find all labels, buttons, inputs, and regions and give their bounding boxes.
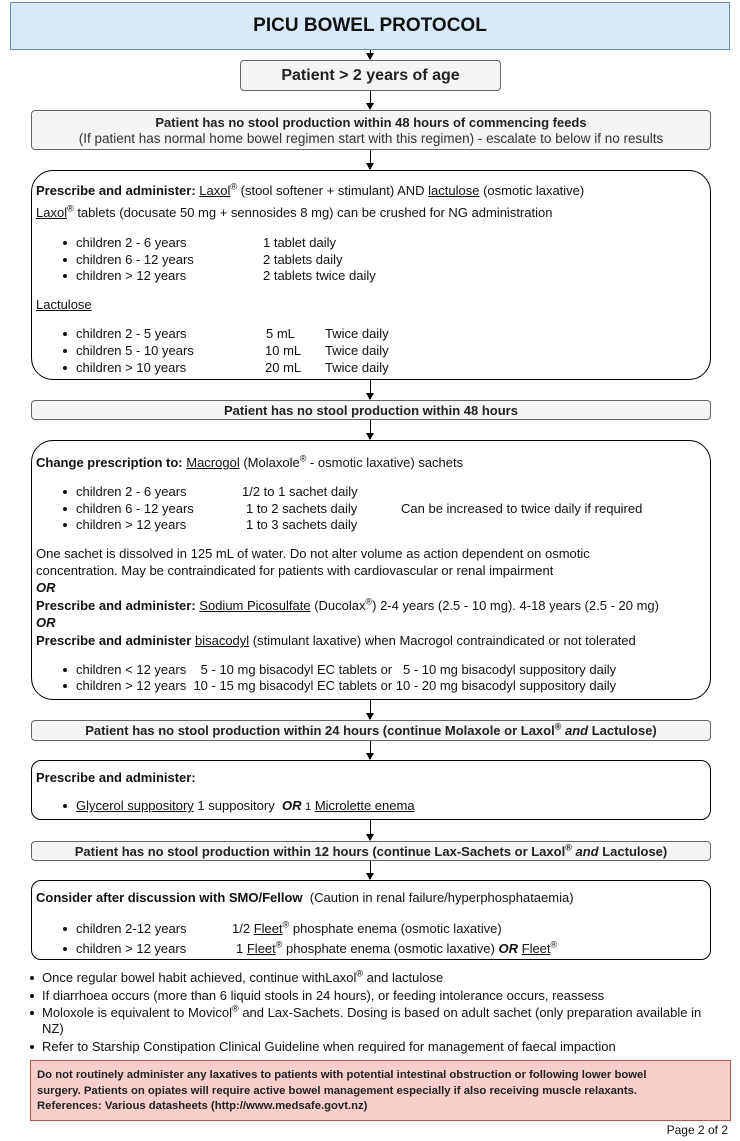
- flow-arrow: [370, 420, 371, 439]
- dose-value: 5 mL: [266, 326, 295, 341]
- list-item: children > 12 years: [76, 941, 187, 956]
- flow-arrow: [370, 91, 371, 109]
- dose-frequency: Twice daily: [325, 343, 389, 358]
- flow-arrow: [370, 700, 371, 719]
- fleet-dose-line: 1/2 Fleet® phosphate enema (osmotic laxative): [232, 919, 502, 936]
- references-line: References: Various datasheets (http://www.medsafe.govt.nz): [37, 1100, 368, 1112]
- list-item: children 6 - 12 years: [76, 501, 194, 516]
- dose-value: 1 to 2 sachets daily: [246, 501, 358, 516]
- step-no-stool-24h: Patient has no stool production within 24 hours (continue Molaxole or Laxol® and Lactulose): [31, 720, 711, 741]
- list-item: children 2 - 6 years: [76, 235, 187, 250]
- list-item: children > 10 years: [76, 360, 187, 375]
- or-label: OR: [36, 580, 56, 595]
- increase-note: Can be increased to twice daily if required: [401, 501, 643, 516]
- list-item: children 5 - 10 years: [76, 343, 194, 358]
- flow-arrow: [370, 380, 371, 399]
- list-item: Glycerol suppository 1 suppository OR 1 Microlette enema: [76, 798, 415, 813]
- dose-value: 20 mL: [265, 360, 302, 375]
- macrogol-change-line: Change prescription to: Macrogol (Molaxole® - osmotic laxative) sachets: [36, 453, 464, 470]
- flow-arrow: [370, 861, 371, 879]
- list-item: children 6 - 12 years: [76, 252, 194, 267]
- note-starship-guideline: Refer to Starship Constipation Clinical Guideline when required for management of faecal impaction: [42, 1039, 712, 1055]
- picosulfate-link[interactable]: Sodium Picosulfate: [199, 598, 311, 613]
- warning-box: [30, 1060, 731, 1121]
- dose-value: 2 tablets daily: [263, 252, 343, 267]
- macrogol-link[interactable]: Macrogol: [186, 455, 240, 470]
- warning-line: Do not routinely administer any laxatives to patients with potential intestinal obstruction or following lower bowel: [37, 1069, 647, 1081]
- step-no-stool-48h: Patient has no stool production within 48 hours: [31, 400, 711, 420]
- dissolve-note: One sachet is dissolved in 125 mL of water. Do not alter volume as action dependent on osmotic: [36, 546, 590, 561]
- flow-arrow: [370, 50, 371, 59]
- or-label: OR: [36, 615, 56, 630]
- dose-value: 1 to 3 sachets daily: [246, 517, 358, 532]
- note-regular-habit: Once regular bowel habit achieved, continue withLaxol® and lactulose: [42, 970, 712, 986]
- laxol-prescribe-line: Prescribe and administer: Laxol® (stool softener + stimulant) AND lactulose (osmotic laxative): [36, 181, 585, 198]
- step-subtext: (If patient has normal home bowel regimen start with this regimen) - escalate to below if no results: [78, 131, 664, 146]
- flow-arrow: [370, 820, 371, 840]
- page-number: Page 2 of 2: [666, 1123, 728, 1137]
- note-moloxole: Moloxole is equivalent to Movicol® and Lax-Sachets. Dosing is based on adult sachet (only preparation available in NZ): [42, 1005, 712, 1037]
- page-title: PICU BOWEL PROTOCOL: [10, 2, 730, 50]
- dissolve-note-2: concentration. May be contraindicated for patients with cardiovascular or renal impairment: [36, 563, 554, 578]
- dose-value: 10 mL: [265, 343, 302, 358]
- list-item: children > 12 years 10 - 15 mg bisacodyl EC tablets or 10 - 20 mg bisacodyl suppository daily: [76, 678, 617, 693]
- step-no-stool-48h-feeds: [31, 110, 711, 150]
- bisacodyl-line: Prescribe and administer bisacodyl (stimulant laxative) when Macrogol contraindicated or not tolerated: [36, 633, 636, 648]
- list-item: children > 12 years: [76, 517, 187, 532]
- dose-frequency: Twice daily: [325, 326, 389, 341]
- list-item: children 2 - 5 years: [76, 326, 187, 341]
- dose-value: 2 tablets twice daily: [263, 268, 376, 283]
- glycerol-link[interactable]: Glycerol suppository: [76, 798, 194, 813]
- flow-arrow: [370, 741, 371, 759]
- step-heading: Patient has no stool production within 48 hours of commencing feeds: [155, 115, 587, 130]
- bisacodyl-link[interactable]: bisacodyl: [194, 633, 250, 648]
- warning-line: surgery. Patients on opiates will require active bowel management especially if also receiving muscle relaxants.: [37, 1084, 638, 1097]
- age-criteria-box: Patient > 2 years of age: [240, 60, 501, 91]
- lactulose-link[interactable]: lactulose: [428, 183, 480, 198]
- fleet-link[interactable]: Fleet: [246, 941, 276, 956]
- picosulfate-line: Prescribe and administer: Sodium Picosulfate (Ducolax®) 2-4 years (2.5 - 10 mg). 4-18 years (2.5 - 20 mg): [36, 596, 659, 613]
- laxol-link[interactable]: Laxol: [199, 183, 231, 198]
- step-no-stool-12h: Patient has no stool production within 12 hours (continue Lax-Sachets or Laxol® and Lactulose): [31, 841, 711, 861]
- fleet-link[interactable]: Fleet: [253, 921, 283, 936]
- list-item: children 2 - 6 years: [76, 484, 187, 499]
- lactulose-heading: Lactulose: [36, 297, 92, 312]
- glycerol-prescribe-label: Prescribe and administer:: [36, 770, 196, 785]
- list-item: children < 12 years 5 - 10 mg bisacodyl EC tablets or 5 - 10 mg bisacodyl suppository daily: [76, 662, 617, 677]
- flow-arrow: [370, 150, 371, 169]
- list-item: children 2-12 years: [76, 921, 187, 936]
- fleet-link[interactable]: Fleet: [521, 941, 551, 956]
- laxol-tablets-line: Laxol® tablets (docusate 50 mg + sennosides 8 mg) can be crushed for NG administration: [36, 203, 553, 220]
- consider-line: Consider after discussion with SMO/Fellow (Caution in renal failure/hyperphosphataemia): [36, 890, 574, 905]
- list-item: children > 12 years: [76, 268, 187, 283]
- dose-value: 1/2 to 1 sachet daily: [242, 484, 358, 499]
- note-diarrhoea: If diarrhoea occurs (more than 6 liquid stools in 24 hours), or feeding intolerance occurs, reassess: [42, 988, 712, 1004]
- microlette-link[interactable]: Microlette enema: [314, 798, 415, 813]
- dose-value: 1 tablet daily: [263, 235, 336, 250]
- fleet-dose-line: 1 Fleet® phosphate enema (osmotic laxative) OR Fleet®: [236, 939, 558, 956]
- dose-frequency: Twice daily: [325, 360, 389, 375]
